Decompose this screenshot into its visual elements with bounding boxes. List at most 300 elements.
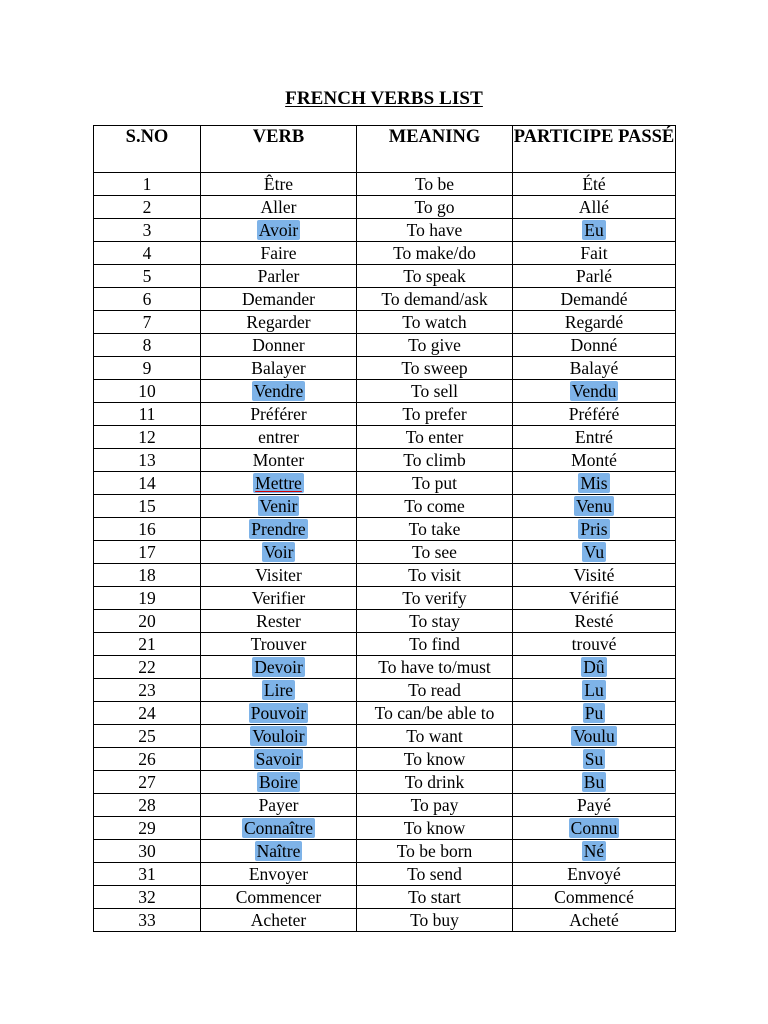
table-row bbox=[94, 725, 676, 748]
verb-cell bbox=[201, 518, 357, 541]
verb-cell bbox=[201, 679, 357, 702]
verbs-table bbox=[93, 125, 676, 932]
participle-cell bbox=[513, 426, 676, 449]
participle-text: Vendu bbox=[571, 380, 617, 401]
table-row bbox=[94, 702, 676, 725]
verb-text: Avoir bbox=[258, 219, 299, 240]
sno-cell bbox=[94, 472, 201, 495]
sno-cell bbox=[94, 242, 201, 265]
sno-text: 17 bbox=[138, 541, 156, 562]
verb-cell bbox=[201, 472, 357, 495]
meaning-text: To want bbox=[406, 725, 463, 746]
sno-text: 27 bbox=[138, 771, 156, 792]
table-row bbox=[94, 610, 676, 633]
meaning-cell bbox=[357, 656, 513, 679]
table-row bbox=[94, 587, 676, 610]
meaning-text: To enter bbox=[405, 426, 464, 447]
participle-cell bbox=[513, 196, 676, 219]
table-row bbox=[94, 173, 676, 196]
verb-cell bbox=[201, 196, 357, 219]
table-row bbox=[94, 633, 676, 656]
meaning-text: To put bbox=[412, 472, 457, 493]
meaning-text: To sell bbox=[411, 380, 458, 401]
table-row bbox=[94, 219, 676, 242]
verb-cell bbox=[201, 748, 357, 771]
meaning-text: To be bbox=[414, 173, 455, 194]
verb-cell bbox=[201, 771, 357, 794]
participle-cell bbox=[513, 265, 676, 288]
sno-cell bbox=[94, 357, 201, 380]
meaning-text: To find bbox=[409, 633, 460, 654]
table-row bbox=[94, 242, 676, 265]
participle-text: Pris bbox=[580, 518, 608, 539]
verb-cell bbox=[201, 403, 357, 426]
meaning-cell bbox=[357, 449, 513, 472]
meaning-cell bbox=[357, 587, 513, 610]
verb-cell bbox=[201, 311, 357, 334]
verb-text: Commencer bbox=[235, 886, 322, 907]
sno-cell bbox=[94, 495, 201, 518]
meaning-text: To come bbox=[404, 495, 465, 516]
sno-text: 1 bbox=[142, 173, 152, 194]
meaning-cell bbox=[357, 817, 513, 840]
sno-text: 13 bbox=[138, 449, 156, 470]
meaning-cell bbox=[357, 173, 513, 196]
participle-text: Venu bbox=[576, 495, 612, 516]
meaning-cell bbox=[357, 472, 513, 495]
participle-cell bbox=[513, 380, 676, 403]
table-header-row bbox=[94, 126, 676, 173]
verb-text: Parler bbox=[257, 265, 300, 286]
document-title: FRENCH VERBS LIST bbox=[285, 88, 483, 109]
meaning-cell bbox=[357, 840, 513, 863]
sno-cell bbox=[94, 426, 201, 449]
sno-text: 25 bbox=[138, 725, 156, 746]
verb-text: Verifier bbox=[251, 587, 306, 608]
participle-cell bbox=[513, 357, 676, 380]
sno-text: 24 bbox=[138, 702, 156, 723]
participle-text: Commencé bbox=[554, 886, 634, 907]
sno-cell bbox=[94, 403, 201, 426]
participle-cell bbox=[513, 840, 676, 863]
verb-cell bbox=[201, 840, 357, 863]
sno-cell bbox=[94, 702, 201, 725]
verb-cell bbox=[201, 242, 357, 265]
table-row bbox=[94, 817, 676, 840]
meaning-cell bbox=[357, 564, 513, 587]
meaning-text: To have to/must bbox=[378, 656, 491, 677]
sno-cell bbox=[94, 311, 201, 334]
verb-cell bbox=[201, 702, 357, 725]
participle-cell bbox=[513, 702, 676, 725]
meaning-text: To buy bbox=[410, 909, 459, 930]
verb-text: Préférer bbox=[250, 403, 307, 424]
verb-text: Envoyer bbox=[248, 863, 309, 884]
sno-text: 9 bbox=[142, 357, 152, 378]
sno-text: 12 bbox=[138, 426, 156, 447]
verb-cell bbox=[201, 495, 357, 518]
verb-text: Mettre bbox=[255, 472, 302, 493]
participle-text: Dû bbox=[583, 656, 605, 677]
participle-cell bbox=[513, 242, 676, 265]
meaning-text: To pay bbox=[410, 794, 459, 815]
participle-cell bbox=[513, 334, 676, 357]
sno-cell bbox=[94, 518, 201, 541]
meaning-cell bbox=[357, 219, 513, 242]
meaning-text: To read bbox=[408, 679, 461, 700]
sno-cell bbox=[94, 909, 201, 932]
sno-cell bbox=[94, 817, 201, 840]
verb-text: Rester bbox=[256, 610, 301, 631]
sno-text: 23 bbox=[138, 679, 156, 700]
verb-cell bbox=[201, 334, 357, 357]
table-row bbox=[94, 403, 676, 426]
meaning-text: To watch bbox=[402, 311, 467, 332]
verb-text: Devoir bbox=[254, 656, 303, 677]
meaning-cell bbox=[357, 288, 513, 311]
sno-cell bbox=[94, 265, 201, 288]
participle-cell bbox=[513, 656, 676, 679]
participle-cell bbox=[513, 564, 676, 587]
table-row bbox=[94, 840, 676, 863]
participle-text: Su bbox=[584, 748, 604, 769]
sno-text: 22 bbox=[138, 656, 156, 677]
verb-text: entrer bbox=[258, 426, 299, 447]
meaning-text: To see bbox=[412, 541, 457, 562]
meaning-cell bbox=[357, 725, 513, 748]
sno-cell bbox=[94, 288, 201, 311]
participle-text: Allé bbox=[578, 196, 610, 217]
meaning-text: To stay bbox=[409, 610, 460, 631]
table-row bbox=[94, 564, 676, 587]
table-row bbox=[94, 794, 676, 817]
participle-text: Mis bbox=[580, 472, 608, 493]
table-row bbox=[94, 656, 676, 679]
participle-text: Payé bbox=[576, 794, 612, 815]
meaning-text: To give bbox=[408, 334, 461, 355]
sno-text: 30 bbox=[138, 840, 156, 861]
verb-cell bbox=[201, 265, 357, 288]
header-meaning: MEANING bbox=[357, 126, 513, 173]
table-row bbox=[94, 541, 676, 564]
participle-cell bbox=[513, 886, 676, 909]
meaning-text: To go bbox=[414, 196, 455, 217]
meaning-text: To verify bbox=[402, 587, 467, 608]
participle-cell bbox=[513, 679, 676, 702]
meaning-text: To make/do bbox=[393, 242, 476, 263]
meaning-text: To have bbox=[406, 219, 463, 240]
sno-text: 4 bbox=[142, 242, 152, 263]
sno-text: 16 bbox=[138, 518, 156, 539]
header-participe-passe: PARTICIPE PASSÉ bbox=[513, 126, 676, 173]
participle-text: Bu bbox=[583, 771, 605, 792]
sno-cell bbox=[94, 633, 201, 656]
meaning-text: To visit bbox=[408, 564, 461, 585]
verb-cell bbox=[201, 219, 357, 242]
meaning-text: To demand/ask bbox=[381, 288, 488, 309]
sno-text: 11 bbox=[138, 403, 156, 424]
participle-text: Donné bbox=[570, 334, 618, 355]
sno-cell bbox=[94, 610, 201, 633]
verb-text: Lire bbox=[263, 679, 294, 700]
participle-text: Vu bbox=[583, 541, 605, 562]
verb-text: Vendre bbox=[253, 380, 304, 401]
verb-cell bbox=[201, 564, 357, 587]
sno-text: 3 bbox=[142, 219, 152, 240]
table-row bbox=[94, 288, 676, 311]
meaning-cell bbox=[357, 702, 513, 725]
participle-cell bbox=[513, 794, 676, 817]
participle-cell bbox=[513, 518, 676, 541]
participle-cell bbox=[513, 909, 676, 932]
meaning-cell bbox=[357, 518, 513, 541]
sno-text: 8 bbox=[142, 334, 152, 355]
participle-text: Connu bbox=[570, 817, 618, 838]
meaning-cell bbox=[357, 679, 513, 702]
table-row bbox=[94, 472, 676, 495]
sno-cell bbox=[94, 725, 201, 748]
header-verb: VERB bbox=[201, 126, 357, 173]
verb-cell bbox=[201, 380, 357, 403]
verb-text: Savoir bbox=[255, 748, 302, 769]
verb-text: Visiter bbox=[255, 564, 302, 585]
verb-text: Vouloir bbox=[252, 725, 305, 746]
verb-cell bbox=[201, 817, 357, 840]
table-row bbox=[94, 311, 676, 334]
sno-text: 6 bbox=[142, 288, 152, 309]
participle-cell bbox=[513, 219, 676, 242]
meaning-cell bbox=[357, 380, 513, 403]
participle-text: Fait bbox=[580, 242, 608, 263]
verb-text: Monter bbox=[252, 449, 305, 470]
meaning-cell bbox=[357, 196, 513, 219]
table-row bbox=[94, 196, 676, 219]
participle-text: Eu bbox=[584, 219, 604, 240]
meaning-text: To take bbox=[408, 518, 461, 539]
sno-text: 28 bbox=[138, 794, 156, 815]
meaning-text: To know bbox=[403, 748, 466, 769]
sno-text: 14 bbox=[138, 472, 156, 493]
verb-text: Voir bbox=[263, 541, 294, 562]
verb-cell bbox=[201, 725, 357, 748]
sno-cell bbox=[94, 173, 201, 196]
sno-text: 26 bbox=[138, 748, 156, 769]
participle-cell bbox=[513, 863, 676, 886]
sno-text: 10 bbox=[138, 380, 156, 401]
meaning-text: To speak bbox=[403, 265, 466, 286]
sno-cell bbox=[94, 771, 201, 794]
table-row bbox=[94, 886, 676, 909]
meaning-cell bbox=[357, 771, 513, 794]
participle-cell bbox=[513, 449, 676, 472]
sno-text: 18 bbox=[138, 564, 156, 585]
verb-cell bbox=[201, 656, 357, 679]
meaning-text: To drink bbox=[404, 771, 465, 792]
verb-text: Payer bbox=[258, 794, 299, 815]
sno-text: 31 bbox=[138, 863, 156, 884]
participle-text: Voulu bbox=[573, 725, 615, 746]
sno-cell bbox=[94, 196, 201, 219]
participle-cell bbox=[513, 748, 676, 771]
sno-cell bbox=[94, 886, 201, 909]
participle-text: Demandé bbox=[560, 288, 628, 309]
participle-cell bbox=[513, 472, 676, 495]
meaning-text: To send bbox=[407, 863, 462, 884]
sno-cell bbox=[94, 748, 201, 771]
table-row bbox=[94, 426, 676, 449]
verb-cell bbox=[201, 587, 357, 610]
sno-text: 7 bbox=[142, 311, 152, 332]
sno-cell bbox=[94, 679, 201, 702]
verb-cell bbox=[201, 909, 357, 932]
participle-text: trouvé bbox=[571, 633, 617, 654]
participle-cell bbox=[513, 311, 676, 334]
participle-text: Préféré bbox=[568, 403, 620, 424]
meaning-text: To start bbox=[408, 886, 461, 907]
meaning-cell bbox=[357, 495, 513, 518]
table-row bbox=[94, 748, 676, 771]
meaning-text: To prefer bbox=[402, 403, 467, 424]
sno-text: 29 bbox=[138, 817, 156, 838]
verb-cell bbox=[201, 863, 357, 886]
participle-text: Regardé bbox=[564, 311, 624, 332]
meaning-text: To can/be able to bbox=[374, 702, 495, 723]
verb-cell bbox=[201, 357, 357, 380]
verb-cell bbox=[201, 173, 357, 196]
meaning-cell bbox=[357, 541, 513, 564]
meaning-cell bbox=[357, 357, 513, 380]
table-row bbox=[94, 863, 676, 886]
sno-cell bbox=[94, 334, 201, 357]
meaning-cell bbox=[357, 909, 513, 932]
participle-text: Entré bbox=[575, 426, 613, 447]
meaning-cell bbox=[357, 633, 513, 656]
table-row bbox=[94, 679, 676, 702]
verb-cell bbox=[201, 426, 357, 449]
verb-cell bbox=[201, 886, 357, 909]
table-row bbox=[94, 334, 676, 357]
verb-cell bbox=[201, 794, 357, 817]
table-body bbox=[94, 173, 676, 932]
participle-cell bbox=[513, 817, 676, 840]
participle-cell bbox=[513, 610, 676, 633]
meaning-text: To know bbox=[403, 817, 466, 838]
verb-text: Acheter bbox=[250, 909, 307, 930]
participle-cell bbox=[513, 541, 676, 564]
verb-cell bbox=[201, 449, 357, 472]
verb-text: Demander bbox=[242, 288, 315, 309]
participle-text: Né bbox=[583, 840, 605, 861]
sno-text: 32 bbox=[138, 886, 156, 907]
participle-text: Visité bbox=[573, 564, 615, 585]
meaning-cell bbox=[357, 863, 513, 886]
table-row bbox=[94, 380, 676, 403]
table-row bbox=[94, 449, 676, 472]
table-row bbox=[94, 909, 676, 932]
participle-text: Lu bbox=[584, 679, 604, 700]
meaning-text: To be born bbox=[396, 840, 473, 861]
verb-text: Trouver bbox=[250, 633, 307, 654]
participle-text: Resté bbox=[574, 610, 614, 631]
participle-cell bbox=[513, 288, 676, 311]
table-row bbox=[94, 518, 676, 541]
participle-cell bbox=[513, 495, 676, 518]
table-row bbox=[94, 265, 676, 288]
table-row bbox=[94, 357, 676, 380]
participle-text: Envoyé bbox=[567, 863, 621, 884]
table-row bbox=[94, 495, 676, 518]
verb-cell bbox=[201, 633, 357, 656]
verb-cell bbox=[201, 541, 357, 564]
participle-text: Été bbox=[582, 173, 606, 194]
participle-text: Acheté bbox=[569, 909, 619, 930]
sno-cell bbox=[94, 863, 201, 886]
participle-cell bbox=[513, 173, 676, 196]
meaning-cell bbox=[357, 334, 513, 357]
meaning-cell bbox=[357, 403, 513, 426]
verb-text: Faire bbox=[260, 242, 297, 263]
verb-text: Balayer bbox=[251, 357, 306, 378]
verb-cell bbox=[201, 610, 357, 633]
participle-cell bbox=[513, 725, 676, 748]
participle-text: Parlé bbox=[576, 265, 612, 286]
verb-text: Venir bbox=[259, 495, 298, 516]
verb-text: Aller bbox=[260, 196, 297, 217]
sno-cell bbox=[94, 794, 201, 817]
participle-text: Balayé bbox=[569, 357, 619, 378]
meaning-cell bbox=[357, 610, 513, 633]
verb-text: Pouvoir bbox=[250, 702, 307, 723]
meaning-cell bbox=[357, 426, 513, 449]
sno-cell bbox=[94, 541, 201, 564]
verb-text: Boire bbox=[259, 771, 298, 792]
participle-cell bbox=[513, 633, 676, 656]
participle-cell bbox=[513, 771, 676, 794]
meaning-cell bbox=[357, 748, 513, 771]
verb-text: Naître bbox=[256, 840, 301, 861]
meaning-cell bbox=[357, 265, 513, 288]
participle-text: Pu bbox=[584, 702, 604, 723]
participle-text: Monté bbox=[571, 449, 617, 470]
meaning-cell bbox=[357, 886, 513, 909]
header-sno: S.NO bbox=[94, 126, 201, 173]
meaning-text: To sweep bbox=[401, 357, 468, 378]
sno-cell bbox=[94, 587, 201, 610]
verb-cell bbox=[201, 288, 357, 311]
sno-text: 2 bbox=[142, 196, 152, 217]
sno-cell bbox=[94, 564, 201, 587]
sno-text: 15 bbox=[138, 495, 156, 516]
meaning-cell bbox=[357, 311, 513, 334]
table-row bbox=[94, 771, 676, 794]
sno-text: 33 bbox=[138, 909, 156, 930]
participle-cell bbox=[513, 587, 676, 610]
sno-text: 5 bbox=[142, 265, 152, 286]
sno-text: 20 bbox=[138, 610, 156, 631]
sno-cell bbox=[94, 380, 201, 403]
sno-cell bbox=[94, 656, 201, 679]
sno-text: 21 bbox=[138, 633, 156, 654]
verb-text: Être bbox=[263, 173, 294, 194]
sno-cell bbox=[94, 840, 201, 863]
participle-text: Vérifié bbox=[569, 587, 619, 608]
sno-cell bbox=[94, 449, 201, 472]
verb-text: Connaître bbox=[243, 817, 313, 838]
sno-cell bbox=[94, 219, 201, 242]
meaning-text: To climb bbox=[403, 449, 466, 470]
verb-text: Prendre bbox=[251, 518, 306, 539]
participle-cell bbox=[513, 403, 676, 426]
